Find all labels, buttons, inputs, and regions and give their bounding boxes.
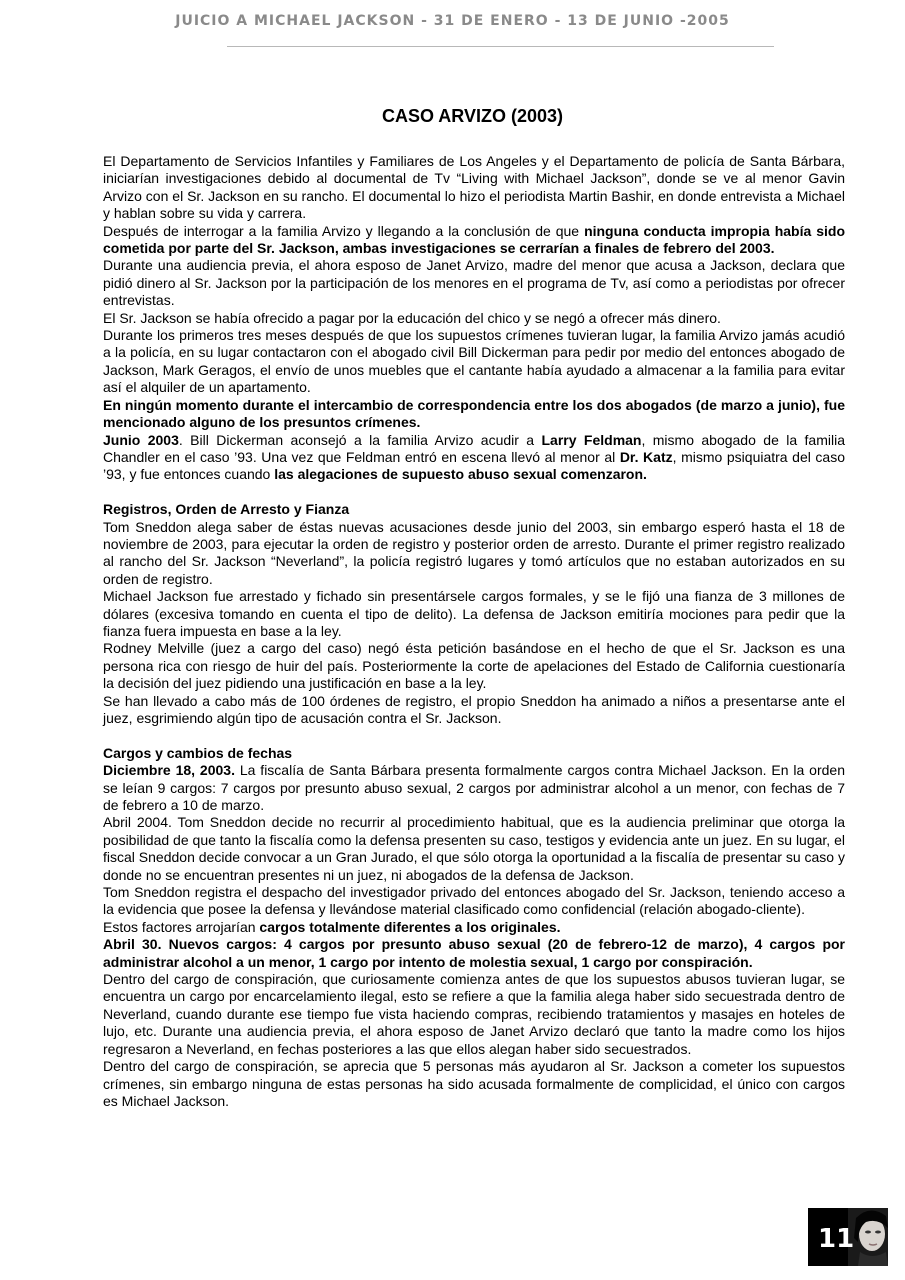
article-body [103, 153, 845, 1110]
paragraph: El Departamento de Servicios Infantiles y Familiares de Los Angeles y el Departamento de policía de Santa Bárbara, iniciarían investigaciones debido al documental de Tv “Living with Michael Jackson”, donde se ve al menor Gavin Arvizo con el Sr. Jackson en su rancho. El documental lo hizo el periodista Martin Bashir, en donde entrevista a Michael y hablan sobre su vida y carrera. [103, 153, 845, 222]
paragraph: Tom Sneddon alega saber de éstas nuevas acusaciones desde junio del 2003, sin embargo esperó hasta el 18 de noviembre de 2003, para ejecutar la orden de registro y posterior orden de arresto. Durante el primer registro realizado al rancho del Sr. Jackson “Neverland”, la policía registró lugares y tomó artículos que no estaban autorizados en su orden de registro. [103, 518, 845, 587]
header-rule [227, 46, 774, 47]
page-number-badge [808, 1208, 888, 1266]
paragraph: Dentro del cargo de conspiración, se aprecia que 5 personas más ayudaron al Sr. Jackson a cometer los supuestos crímenes, sin embargo ninguna de estas personas ha sido acusada formalmente de complicidad, el único con cargos es Michael Jackson. [103, 1058, 845, 1109]
bold-run: ninguna conducta impropia había sido cometida por parte del Sr. Jackson, ambas investigaciones se cerrarían a finales de febrero del 2003. [103, 222, 845, 257]
paragraph [103, 762, 845, 814]
text-run: Estos factores arrojarían [103, 918, 260, 935]
paragraph: Abril 2004. Tom Sneddon decide no recurrir al procedimiento habitual, que es la audiencia preliminar que otorga la posibilidad de que tanto la fiscalía como la defensa presenten su caso, testigos y evidencia ante un juez. En su lugar, el fiscal Sneddon decide convocar a un Gran Jurado, el que sólo otorga la oportunidad a la fiscalía de presentar su caso y donde no se encuentran presentes ni un juez, ni abogados de la defensa de Jackson. [103, 814, 845, 883]
paragraph: Michael Jackson fue arrestado y fichado sin presentársele cargos formales, y se le fijó una fianza de 3 millones de dólares (excesiva tomando en cuenta el tipo de delito). La defensa de Jackson emitiría mociones para pedir que la fianza fuera impuesta en base a la ley. [103, 588, 845, 639]
page-number: 11 [818, 1224, 855, 1254]
page-title: CASO ARVIZO (2003) [381, 106, 564, 126]
bold-run: Junio 2003 [103, 431, 179, 448]
paragraph: Durante una audiencia previa, el ahora esposo de Janet Arvizo, madre del menor que acusa a Jackson, declara que pidió dinero al Sr. Jackson por la participación de los menores en el programa de Tv, así como a periodistas por ofrecer entrevistas. [103, 257, 845, 309]
spacer [103, 727, 845, 744]
paragraph [103, 223, 845, 258]
text-run: Después de interrogar a la familia Arvizo y llegando a la conclusión de que [103, 222, 585, 239]
bold-run: Dr. Katz [619, 448, 673, 465]
spacer [103, 484, 845, 501]
running-header: JUICIO A MICHAEL JACKSON - 31 DE ENERO - 13 DE JUNIO -2005 [175, 13, 730, 29]
paragraph: Abril 30. Nuevos cargos: 4 cargos por presunto abuso sexual (20 de febrero-12 de marzo), 4 cargos por administrar alcohol a un menor, 1 cargo por intento de molestia sexual, 1 cargo por conspiración. [103, 936, 845, 970]
paragraph: El Sr. Jackson se había ofrecido a pagar por la educación del chico y se negó a ofrecer más dinero. [103, 309, 721, 326]
paragraph [103, 432, 845, 484]
bold-run: las alegaciones de supuesto abuso sexual comenzaron. [274, 466, 647, 483]
text-run: La fiscalía de Santa Bárbara presenta formalmente cargos contra Michael Jackson. En la orden se leían 9 cargos: 7 cargos por presunto abuso sexual, 2 cargos por administrar alcohol a un menor, con fechas de 7 de febrero a 10 de marzo. [103, 762, 845, 813]
paragraph [103, 919, 845, 936]
paragraph: Tom Sneddon registra el despacho del investigador privado del entonces abogado del Sr. Jackson, teniendo acceso a la evidencia que posee la defensa y llevándose material clasificado como confidencial (relación abogado-cliente). [103, 884, 845, 918]
paragraph: Se han llevado a cabo más de 100 órdenes de registro, el propio Sneddon ha animado a niños a presentarse ante el juez, esgrimiendo algún tipo de acusación contra el Sr. Jackson. [103, 692, 845, 726]
bold-run: Diciembre 18, 2003. [103, 762, 235, 779]
paragraph: Rodney Melville (juez a cargo del caso) negó ésta petición basándose en el hecho de que el Sr. Jackson es una persona rica con riesgo de huir del país. Posteriormente la corte de apelaciones del Estado de California cuestionaría la decisión del juez pidiendo una justificación en base a la ley. [103, 640, 845, 692]
paragraph: Durante los primeros tres meses después de que los supuestos crímenes tuvieran lugar, la familia Arvizo jamás acudió a la policía, en su lugar contactaron con el abogado civil Bill Dickerman para pedir por medio del entonces abogado de Jackson, Mark Geragos, el envío de unos muebles que el cantante había ayudado a almacenar a la familia para evitar así el alquiler de un apartamento. [103, 327, 845, 396]
text-run: , mismo abogado de la familia Chandler en el caso ’93. Una vez que Feldman entró en escena llevó al menor al [103, 431, 845, 465]
paragraph: En ningún momento durante el intercambio de correspondencia entre los dos abogados (de marzo a junio), fue mencionado alguno de los presuntos crímenes. [103, 396, 845, 431]
section-heading: Registros, Orden de Arresto y Fianza [103, 501, 350, 518]
bold-run: cargos totalmente diferentes a los originales. [259, 918, 561, 935]
text-run: . Bill Dickerman aconsejó a la familia Arvizo acudir a [178, 431, 542, 448]
text-run: , mismo psiquiatra del caso ’93, y fue entonces cuando [103, 448, 845, 483]
bold-run: Larry Feldman [541, 431, 642, 448]
section-heading: Cargos y cambios de fechas [103, 744, 293, 761]
paragraph: Dentro del cargo de conspiración, que curiosamente comienza antes de que los supuestos abusos tuvieran lugar, se encuentra un cargo por encarcelamiento ilegal, esto se refiere a que la familia alega haber sido secuestrada dentro de Neverland, cuando durante ese tiempo fue vista haciendo compras, recibiendo tratamientos y masajes en hoteles de lujo, etc. Durante una audiencia previa, el ahora esposo de Janet Arvizo declaró que tanto la madre como los hijos regresaron a Neverland, en fechas posteriores a las que ellos alegan haber sido secuestrados. [103, 971, 845, 1057]
